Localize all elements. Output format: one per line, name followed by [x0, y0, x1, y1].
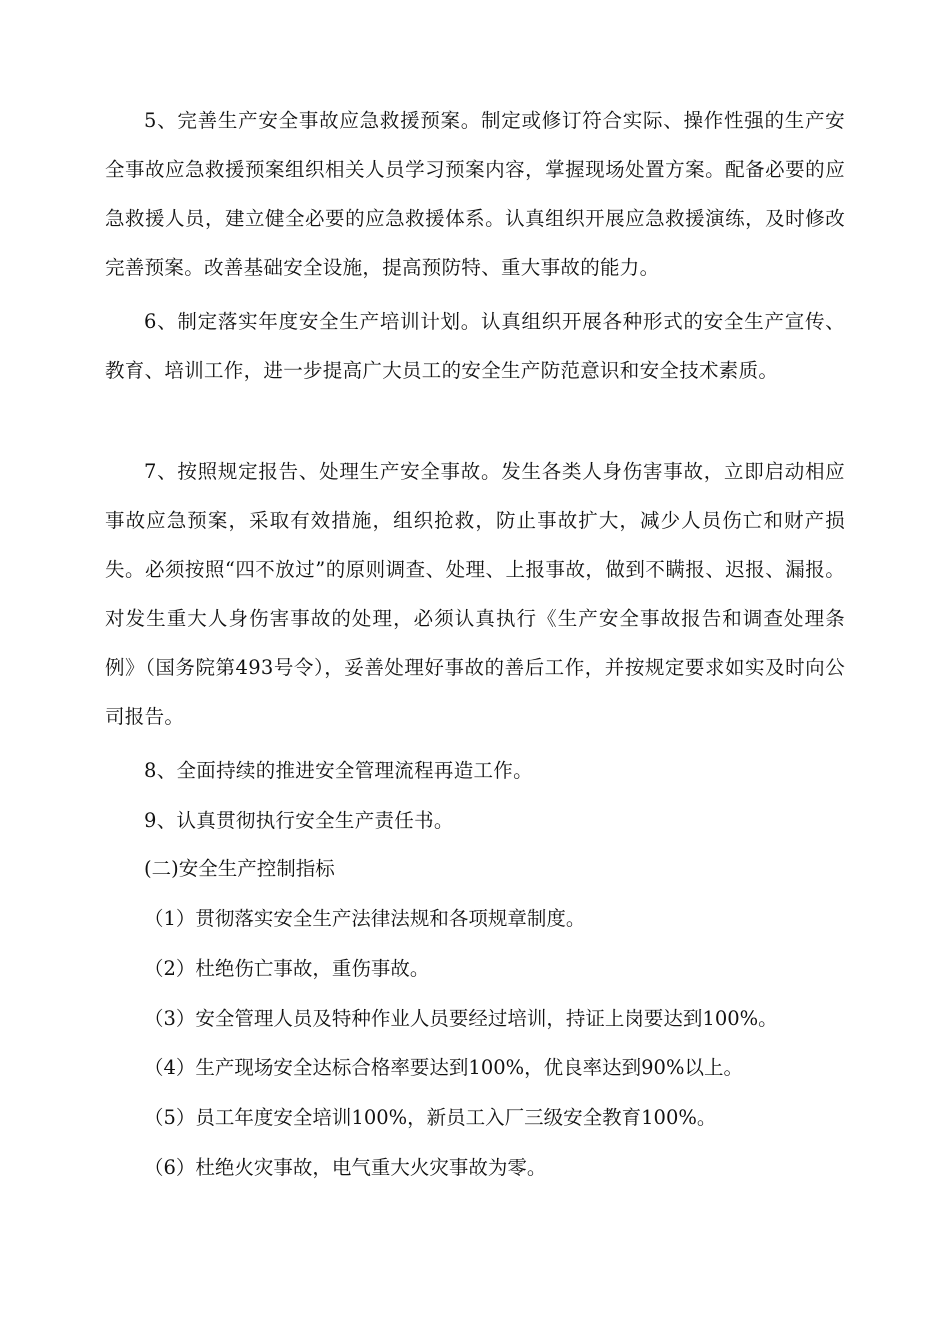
indicator-item-2: （2）杜绝伤亡事故，重伤事故。 [144, 957, 430, 980]
paragraph-item-8: 8、全面持续的推进安全管理流程再造工作。 [144, 759, 533, 782]
indicator-item-1: （1）贯彻落实安全生产法律法规和各项规章制度。 [144, 907, 586, 930]
indicator-item-6: （6）杜绝火灾事故，电气重大火灾事故为零。 [144, 1156, 547, 1179]
indicator-item-5: （5）员工年度安全培训100%，新员工入厂三级安全教育100%。 [144, 1106, 717, 1129]
paragraph-item-9: 9、认真贯彻执行安全生产责任书。 [144, 809, 454, 832]
paragraph-item-6: 6、制定落实年度安全生产培训计划。认真组织开展各种形式的安全生产宣传、教育、培训工作，进一步提高广大员工的安全生产防范意识和安全技术素质。 [105, 310, 845, 382]
paragraph-item-5: 5、完善生产安全事故应急救援预案。制定或修订符合实际、操作性强的生产安全事故应急救援预案组织相关人员学习预案内容，掌握现场处置方案。配备必要的应急救援人员，建立健全必要的应急救援体系。认真组织开展应急救援演练，及时修改完善预案。改善基础安全设施，提高预防特、重大事故的能力。 [105, 109, 845, 279]
indicator-item-4: （4）生产现场安全达标合格率要达到100%，优良率达到90%以上。 [144, 1056, 743, 1079]
section-heading: (二)安全生产控制指标 [144, 857, 335, 880]
indicator-item-3: （3）安全管理人员及特种作业人员要经过培训，持证上岗要达到100%。 [144, 1007, 778, 1030]
paragraph-item-7: 7、按照规定报告、处理生产安全事故。发生各类人身伤害事故，立即启动相应事故应急预案，采取有效措施，组织抢救，防止事故扩大，减少人员伤亡和财产损失。必须按照“四不放过”的原则调查、处理、上报事故，做到不瞒报、迟报、漏报。对发生重大人身伤害事故的处理，必须认真执行《生产安全事故报告和调查处理条例》（国务院第493号令），妥善处理好事故的善后工作，并按规定要求如实及时向公司报告。 [105, 460, 845, 728]
